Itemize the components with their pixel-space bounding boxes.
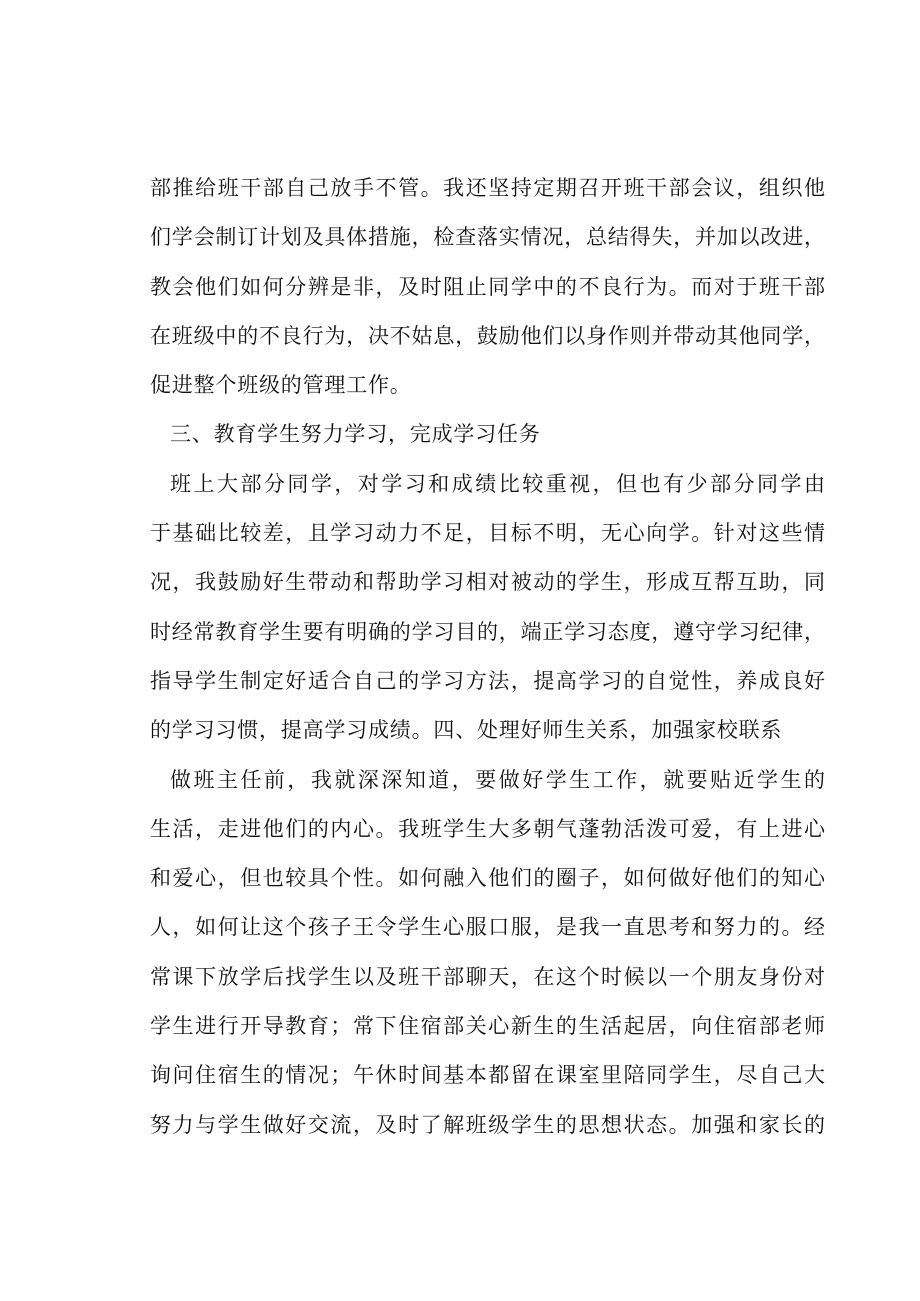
text-line: 常课下放学后找学生以及班干部聊天，在这个时候以一个朋友身份对 <box>150 964 825 989</box>
text-line: 指导学生制定好适合自己的学习方法，提高学习的自觉性，养成良好 <box>150 668 825 693</box>
text-line: 于基础比较差，且学习动力不足，目标不明，无心向学。针对这些情 <box>150 521 825 546</box>
text-line: 生活，走进他们的内心。我班学生大多朝气蓬勃活泼可爱，有上进心 <box>150 816 825 841</box>
text-line: 人，如何让这个孩子王令学生心服口服，是我一直思考和努力的。经 <box>150 915 825 940</box>
text-line: 部推给班干部自己放手不管。我还坚持定期召开班干部会议，组织他 <box>150 176 825 200</box>
text-line: 做班主任前，我就深深知道，要做好学生工作，就要贴近学生的 <box>170 767 825 792</box>
text-line: 学生进行开导教育；常下住宿部关心新生的生活起居，向住宿部老师 <box>150 1014 825 1039</box>
text-line: 们学会制订计划及具体措施，检查落实情况，总结得失，并加以改进， <box>150 225 825 250</box>
text-line: 况，我鼓励好生带动和帮助学习相对被动的学生，形成互帮互助，同 <box>150 570 825 595</box>
text-line: 时经常教育学生要有明确的学习目的，端正学习态度，遵守学习纪律， <box>150 619 825 644</box>
text-line: 和爱心，但也较具个性。如何融入他们的圈子，如何做好他们的知心 <box>150 866 825 891</box>
text-line: 促进整个班级的管理工作。 <box>150 373 412 398</box>
body-text <box>150 164 825 1150</box>
text-line: 班上大部分同学，对学习和成绩比较重视，但也有少部分同学由 <box>170 471 825 496</box>
text-line: 的学习习惯，提高学习成绩。四、处理好师生关系，加强家校联系 <box>150 718 783 743</box>
text-line: 努力与学生做好交流，及时了解班级学生的思想状态。加强和家长的 <box>150 1112 825 1137</box>
text-line: 在班级中的不良行为，决不姑息，鼓励他们以身作则并带动其他同学， <box>150 323 825 348</box>
text-line: 三、教育学生努力学习，完成学习任务 <box>170 422 541 447</box>
text-line: 询问住宿生的情况；午休时间基本都留在课室里陪同学生，尽自己大 <box>150 1063 825 1088</box>
text-line: 教会他们如何分辨是非，及时阻止同学中的不良行为。而对于班干部 <box>150 274 825 299</box>
